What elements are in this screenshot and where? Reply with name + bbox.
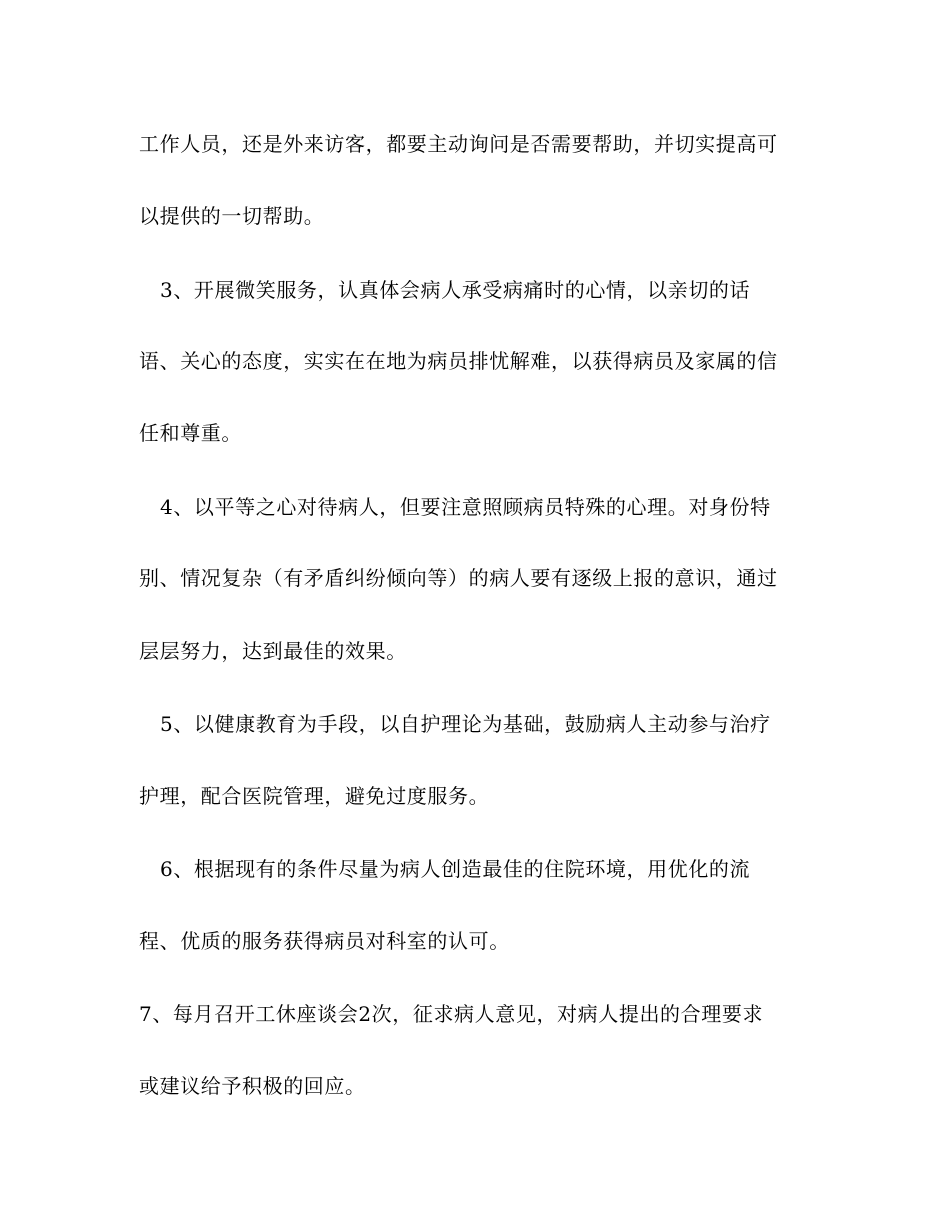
text-line: 程、优质的服务获得病员对科室的认可。 [139,929,510,953]
text-line: 语、关心的态度，实实在在地为病员排忧解难，以获得病员及家属的信 [139,349,778,373]
text-line: 以提供的一切帮助。 [139,204,325,228]
list-item-4: 4、以平等之心对待病人，但要注意照顾病员特殊的心理。对身份特 [160,495,771,519]
list-item-7: 7、每月召开工休座谈会2次，征求病人意见，对病人提出的合理要求 [139,1002,764,1026]
list-item-6: 6、根据现有的条件尽量为病人创造最佳的住院环境，用优化的流 [160,857,751,881]
text-line: 任和尊重。 [139,421,242,445]
text-line: 或建议给予积极的回应。 [139,1074,366,1098]
text-line: 别、情况复杂（有矛盾纠纷倾向等）的病人要有逐级上报的意识，通过 [139,566,778,590]
list-item-3: 3、开展微笑服务，认真体会病人承受病痛时的心情，以亲切的话 [160,278,751,302]
text-line: 护理，配合医院管理，避免过度服务。 [139,784,490,808]
list-item-5: 5、以健康教育为手段，以自护理论为基础，鼓励病人主动参与治疗 [160,712,771,736]
text-line: 工作人员，还是外来访客，都要主动询问是否需要帮助，并切实提高可 [139,132,778,156]
text-line: 层层努力，达到最佳的效果。 [139,639,407,663]
